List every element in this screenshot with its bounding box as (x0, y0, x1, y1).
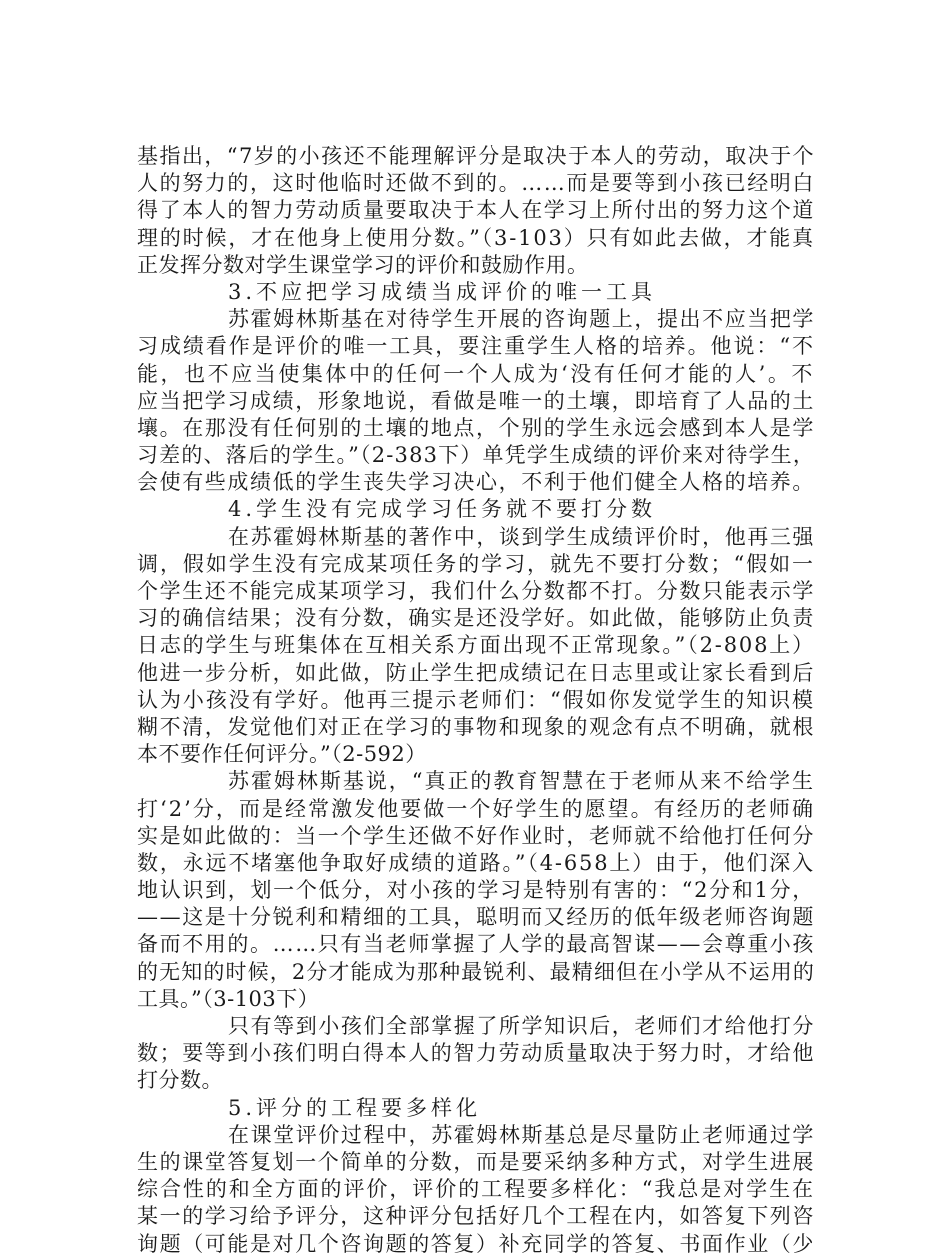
text-line: 人的努力的，这时他临时还做不到的。……而是要等到小孩已经明白 (137, 171, 815, 196)
text-line: 苏霍姆林斯基说，“真正的教育智慧在于老师从来不给学生 (228, 769, 815, 794)
text-line: 习的确信结果；没有分数，确实是还没学好。如此做，能够防止负责 (137, 606, 815, 631)
document-body (137, 143, 815, 1258)
text-line: 能，也不应当使集体中的任何一个人成为‘没有任何才能的人’。不 (137, 361, 815, 386)
text-line: ——这是十分锐利和精细的工具，聪明而又经历的低年级老师咨询题 (137, 905, 815, 930)
text-line: 在苏霍姆林斯基的著作中，谈到学生成绩评价时，他再三强 (228, 524, 815, 549)
text-line: 习差的、落后的学生。”（2-383下）单凭学生成绩的评价来对待学生， (137, 443, 815, 468)
text-line: 数，永远不堵塞他争取好成绩的道路。”（4-658上）由于，他们深入 (137, 850, 815, 875)
text-line: 糊不清，发觉他们对正在学习的事物和现象的观念有点不明确，就根 (137, 714, 815, 739)
text-line: 正发挥分数对学生课堂学习的评价和鼓励作用。 (137, 252, 589, 277)
text-line: 实是如此做的：当一个学生还做不好作业时，老师就不给他打任何分 (137, 823, 815, 848)
text-line: 习成绩看作是评价的唯一工具，要注重学生人格的培养。他说：“不 (137, 334, 815, 359)
text-line: 调，假如学生没有完成某项任务的学习，就先不要打分数；“假如一 (137, 551, 815, 576)
text-line: 只有等到小孩们全部掌握了所学知识后，老师们才给他打分 (228, 1014, 815, 1038)
text-line: 数；要等到小孩们明白得本人的智力劳动质量取决于努力时，才给他 (137, 1041, 815, 1066)
text-line: 认为小孩没有学好。他再三提示老师们：“假如你发觉学生的知识模 (137, 687, 815, 712)
text-line: 5.评分的工程要多样化 (228, 1095, 482, 1120)
text-line: 4.学生没有完成学习任务就不要打分数 (228, 497, 657, 522)
text-line: 得了本人的智力劳动质量要取决于本人在学习上所付出的努力这个道 (137, 198, 815, 223)
text-line: 备而不用的。……只有当老师掌握了人学的最高智谋——会尊重小孩 (137, 932, 815, 957)
text-line: 个学生还不能完成某项学习，我们什么分数都不打。分数只能表示学 (137, 579, 815, 603)
text-line: 壤。在那没有任何别的土壤的地点，个别的学生永远会感到本人是学 (137, 415, 815, 440)
text-line: 理的时候，才在他身上使用分数。”（3-103）只有如此去做，才能真 (137, 225, 815, 250)
text-line: 打‘2’分，而是经常激发他要做一个好学生的愿望。有经历的老师确 (137, 796, 815, 821)
text-line: 打分数。 (137, 1068, 223, 1093)
text-line: 应当把学习成绩，形象地说，看做是唯一的土壤，即培育了人品的土 (137, 388, 815, 413)
text-line: 本不要作任何评分。”（2-592） (137, 742, 427, 767)
text-line: 询题（可能是对几个咨询题的答复）补充同学的答复、书面作业（少 (137, 1231, 815, 1256)
text-line: 地认识到，划一个低分，对小孩的学习是特别有害的：“2分和1分， (137, 878, 815, 903)
text-line: 在课堂评价过程中，苏霍姆林斯基总是尽量防止老师通过学 (228, 1122, 815, 1147)
text-line: 某一的学习给予评分，这种评分包括好几个工程在内，如答复下列咨 (137, 1204, 815, 1229)
text-line: 综合性的和全方面的评价，评价的工程要多样化：“我总是对学生在 (137, 1177, 815, 1202)
text-line: 苏霍姆林斯基在对待学生开展的咨询题上，提出不应当把学 (228, 307, 815, 332)
text-line: 他进一步分析，如此做，防止学生把成绩记在日志里或让家长看到后 (137, 660, 815, 685)
text-line: 3.不应把学习成绩当成评价的唯一工具 (228, 279, 657, 304)
text-line: 的无知的时候，2分才能成为那种最锐利、最精细但在小学从不运用的 (137, 959, 815, 984)
text-line: 工具。”（3-103下） (137, 986, 320, 1011)
text-line: 生的课堂答复划一个简单的分数，而是要采纳多种方式，对学生进展 (137, 1149, 815, 1174)
text-line: 会使有些成绩低的学生丧失学习决心，不利于他们健全人格的培养。 (137, 470, 815, 495)
text-line: 日志的学生与班集体在互相关系方面出现不正常现象。”（2-808上） (137, 633, 815, 658)
text-line: 基指出，“7岁的小孩还不能理解评分是取决于本人的劳动，取决于个 (137, 144, 815, 168)
